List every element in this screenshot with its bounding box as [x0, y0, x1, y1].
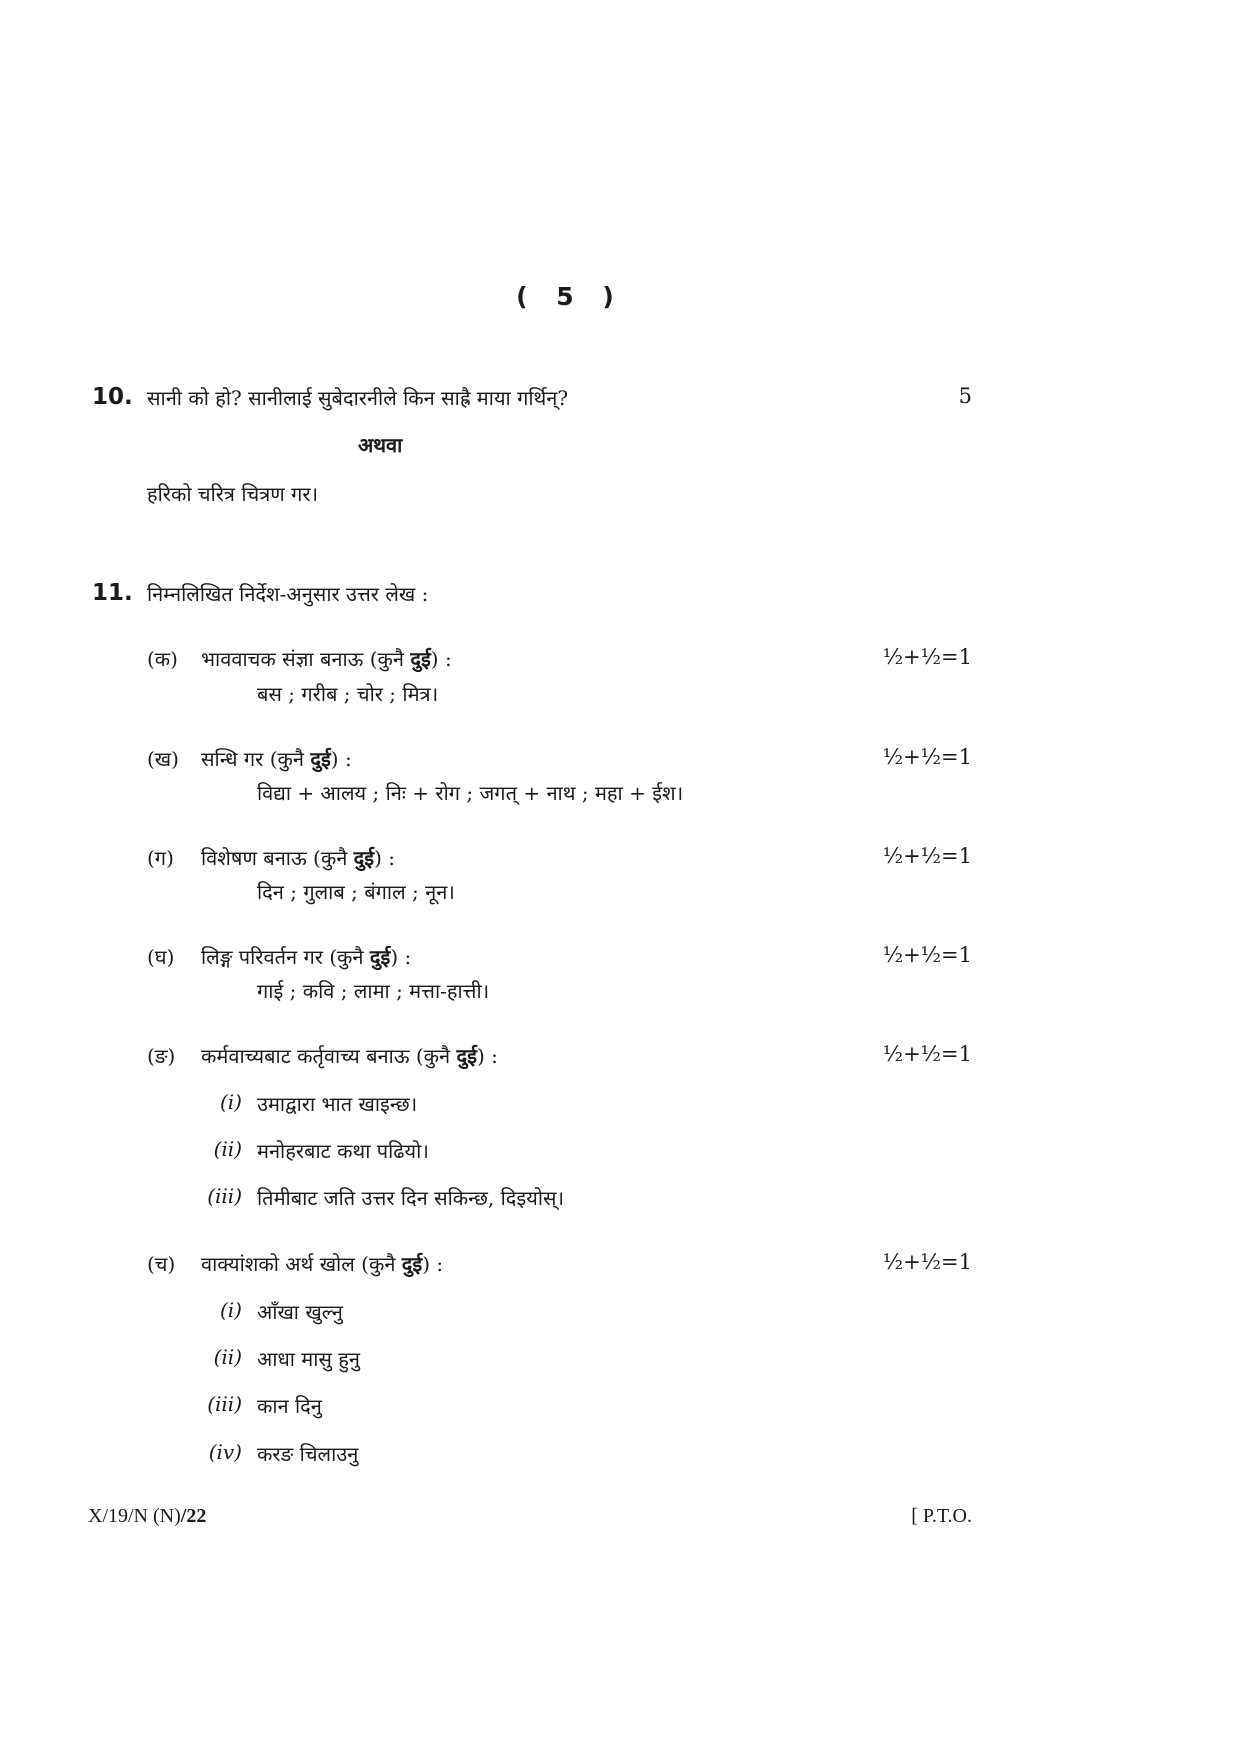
part-kha-words: विद्या + आलय ; निः + रोग ; जगत् + नाथ ; महा + ईश।: [257, 781, 684, 805]
part-kha-marks: ½+½=1: [882, 745, 972, 769]
question-10-text: सानी को हो? सानीलाई सुबेदारनीले किन साह्रै माया गर्थिन्?: [147, 386, 569, 410]
part-gha-words: गाई ; कवि ; लामा ; मत्ता-हात्ती।: [257, 979, 490, 1003]
part-nga-label: (ङ): [147, 1044, 176, 1068]
part-kha-instruction: सन्धि गर (कुनै दुई) :: [201, 747, 352, 771]
part-ka-instruction: भाववाचक संज्ञा बनाऊ (कुनै दुई) :: [201, 647, 452, 671]
part-cha-instruction: वाक्यांशको अर्थ खोल (कुनै दुई) :: [201, 1252, 444, 1276]
question-10-or: अथवा: [358, 433, 403, 457]
part-gha-instruction: लिङ्ग परिवर्तन गर (कुनै दुई) :: [201, 945, 412, 969]
part-gha-label: (घ): [147, 945, 175, 969]
part-nga-sub-iii-numeral: (iii): [207, 1184, 242, 1208]
page-number: ( 5 ): [516, 282, 624, 311]
part-cha-sub-iv-text: करङ चिलाउनु: [257, 1442, 359, 1466]
part-cha-marks: ½+½=1: [882, 1250, 972, 1274]
part-cha-label: (च): [147, 1252, 176, 1276]
part-nga-sub-ii-numeral: (ii): [213, 1137, 242, 1161]
part-nga-sub-i-text: उमाद्वारा भात खाइन्छ।: [257, 1092, 418, 1116]
part-nga-sub-i-numeral: (i): [219, 1090, 242, 1114]
part-cha-sub-i-text: आँखा खुल्नु: [257, 1300, 343, 1324]
question-11-text: निम्नलिखित निर्देश-अनुसार उत्तर लेख :: [147, 582, 429, 606]
paper-code: X/19/N (N)/22: [88, 1505, 207, 1527]
part-ga-instruction: विशेषण बनाऊ (कुनै दुई) :: [201, 846, 396, 870]
part-gha-marks: ½+½=1: [882, 943, 972, 967]
part-ga-label: (ग): [147, 846, 174, 870]
part-kha-label: (ख): [147, 747, 179, 771]
question-11-number: 11.: [92, 580, 133, 606]
question-10-alt-text: हरिको चरित्र चित्रण गर।: [147, 482, 319, 506]
part-cha-sub-i-numeral: (i): [219, 1298, 242, 1322]
part-cha-sub-iii-numeral: (iii): [207, 1392, 242, 1416]
part-ka-label: (क): [147, 647, 178, 671]
part-cha-sub-iii-text: कान दिनु: [257, 1394, 322, 1418]
part-nga-marks: ½+½=1: [882, 1042, 972, 1066]
part-ka-marks: ½+½=1: [882, 645, 972, 669]
part-ka-words: बस ; गरीब ; चोर ; मित्र।: [257, 682, 439, 706]
part-cha-sub-ii-text: आधा मासु हुनु: [257, 1347, 361, 1371]
part-cha-sub-ii-numeral: (ii): [213, 1345, 242, 1369]
pto-label: [ P.T.O.: [911, 1505, 972, 1527]
part-nga-sub-ii-text: मनोहरबाट कथा पढियो।: [257, 1139, 429, 1163]
part-ga-marks: ½+½=1: [882, 844, 972, 868]
question-10-number: 10.: [92, 384, 133, 410]
part-nga-instruction: कर्मवाच्यबाट कर्तृवाच्य बनाऊ (कुनै दुई) :: [201, 1044, 498, 1068]
question-10-marks: 5: [958, 384, 972, 408]
part-cha-sub-iv-numeral: (iv): [208, 1440, 242, 1464]
part-ga-words: दिन ; गुलाब ; बंगाल ; नून।: [257, 880, 455, 904]
part-nga-sub-iii-text: तिमीबाट जति उत्तर दिन सकिन्छ, दिइयोस्।: [257, 1186, 565, 1210]
